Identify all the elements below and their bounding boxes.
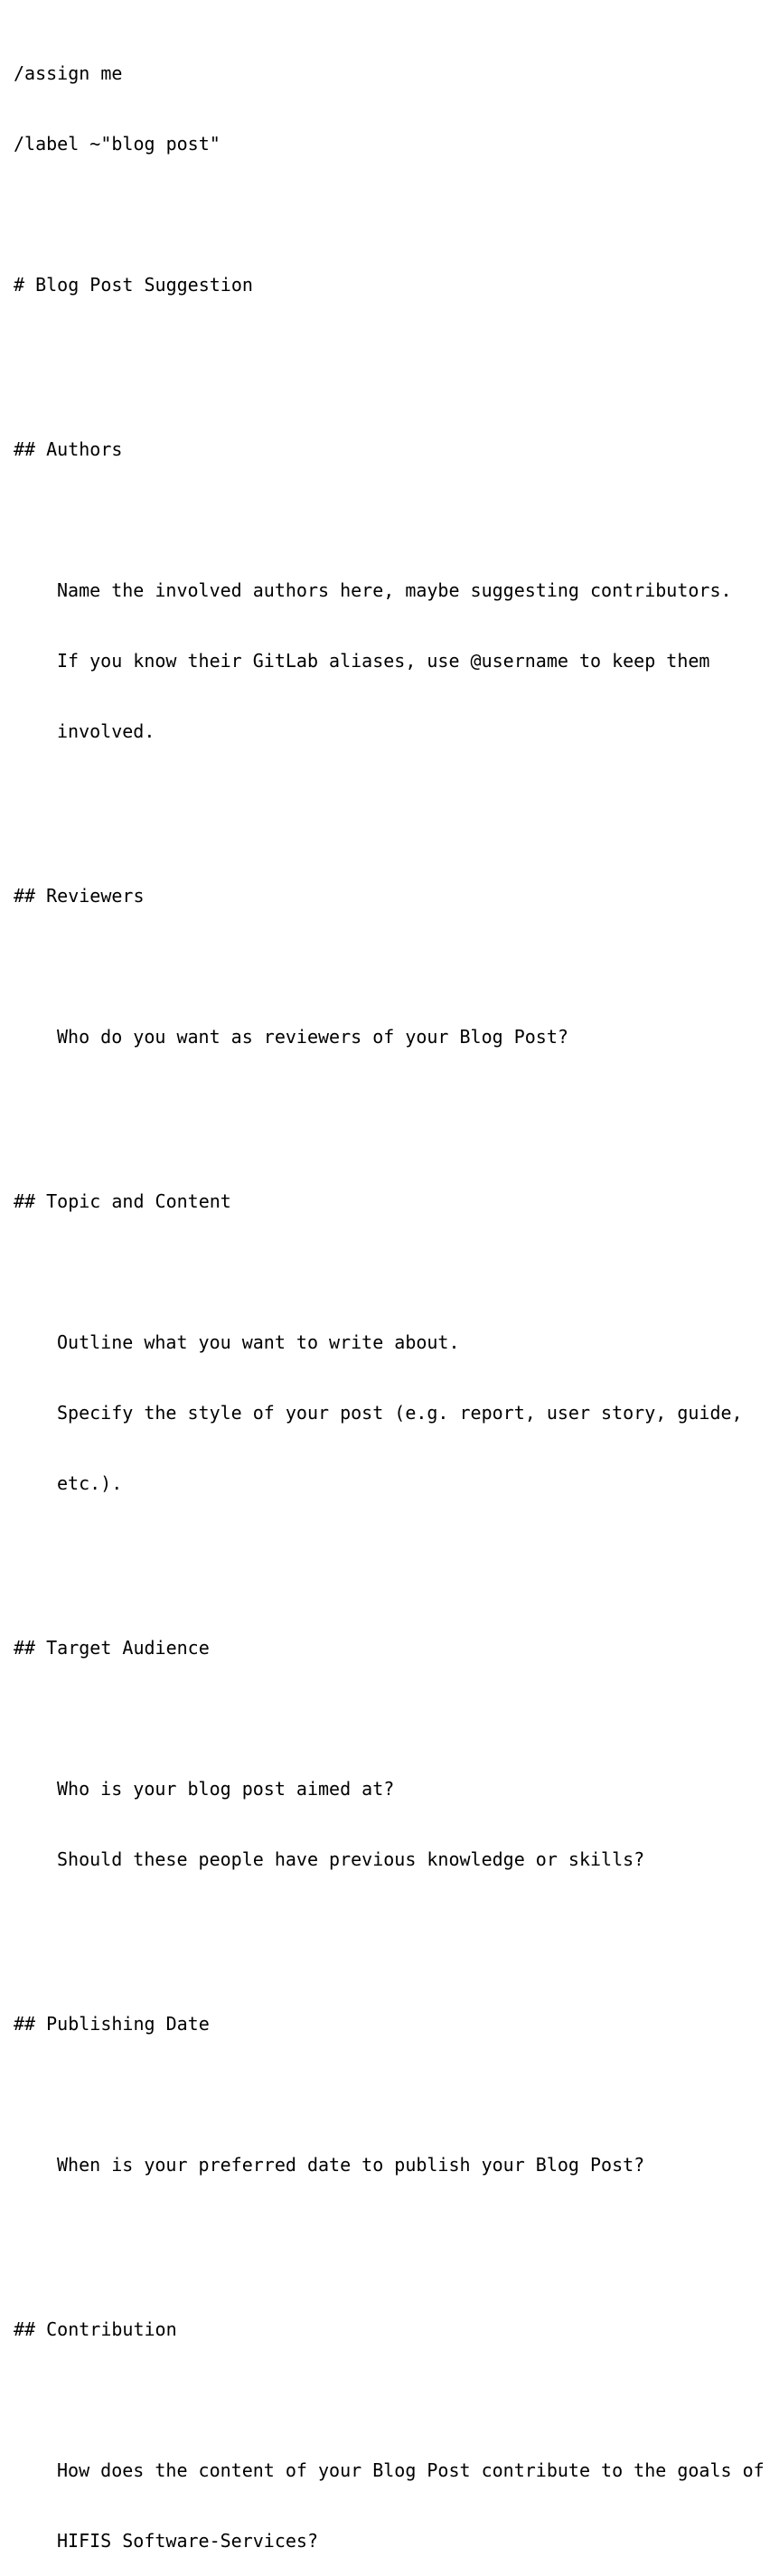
blank-line bbox=[14, 1260, 765, 1283]
section-text-audience-2: Should these people have previous knowledge or skills? bbox=[57, 1848, 645, 1870]
section-text-reviewers-1: Who do you want as reviewers of your Blog Post? bbox=[57, 1026, 568, 1048]
blank-line bbox=[14, 2082, 765, 2106]
blank-line bbox=[14, 1542, 765, 1565]
blank-line bbox=[14, 508, 765, 531]
section-text-authors-3: involved. bbox=[57, 720, 155, 742]
section-text-topic-1: Outline what you want to write about. bbox=[57, 1331, 460, 1353]
blank-line bbox=[14, 954, 765, 978]
blank-line bbox=[14, 1095, 765, 1119]
section-heading-topic: ## Topic and Content bbox=[14, 1190, 231, 1212]
section-text-authors-2: If you know their GitLab aliases, use @username to keep them bbox=[57, 650, 710, 672]
blank-line bbox=[14, 343, 765, 367]
section-text-publishing-date-1: When is your preferred date to publish your Blog Post? bbox=[57, 2154, 645, 2176]
blank-line bbox=[14, 1706, 765, 1730]
template-document bbox=[14, 14, 765, 2576]
section-heading-contribution: ## Contribution bbox=[14, 2318, 177, 2340]
blank-line bbox=[14, 2223, 765, 2247]
blank-line bbox=[14, 2388, 765, 2411]
command-assign: /assign me bbox=[14, 62, 123, 84]
section-text-audience-1: Who is your blog post aimed at? bbox=[57, 1778, 395, 1800]
section-heading-audience: ## Target Audience bbox=[14, 1637, 210, 1659]
document-title: # Blog Post Suggestion bbox=[14, 274, 253, 296]
section-text-contribution-2: HIFIS Software-Services? bbox=[57, 2530, 318, 2552]
section-text-topic-3: etc.). bbox=[57, 1472, 123, 1494]
section-text-contribution-1: How does the content of your Blog Post contribute to the goals of bbox=[57, 2459, 765, 2481]
section-text-authors-1: Name the involved authors here, maybe suggesting contributors. bbox=[57, 579, 732, 601]
blank-line bbox=[14, 1918, 765, 1941]
section-heading-publishing-date: ## Publishing Date bbox=[14, 2013, 210, 2035]
section-heading-authors: ## Authors bbox=[14, 438, 123, 460]
blank-line bbox=[14, 790, 765, 813]
blank-line bbox=[14, 202, 765, 226]
section-heading-reviewers: ## Reviewers bbox=[14, 885, 145, 907]
section-text-topic-2: Specify the style of your post (e.g. report, user story, guide, bbox=[57, 1402, 743, 1424]
command-label: /label ~"blog post" bbox=[14, 133, 221, 155]
